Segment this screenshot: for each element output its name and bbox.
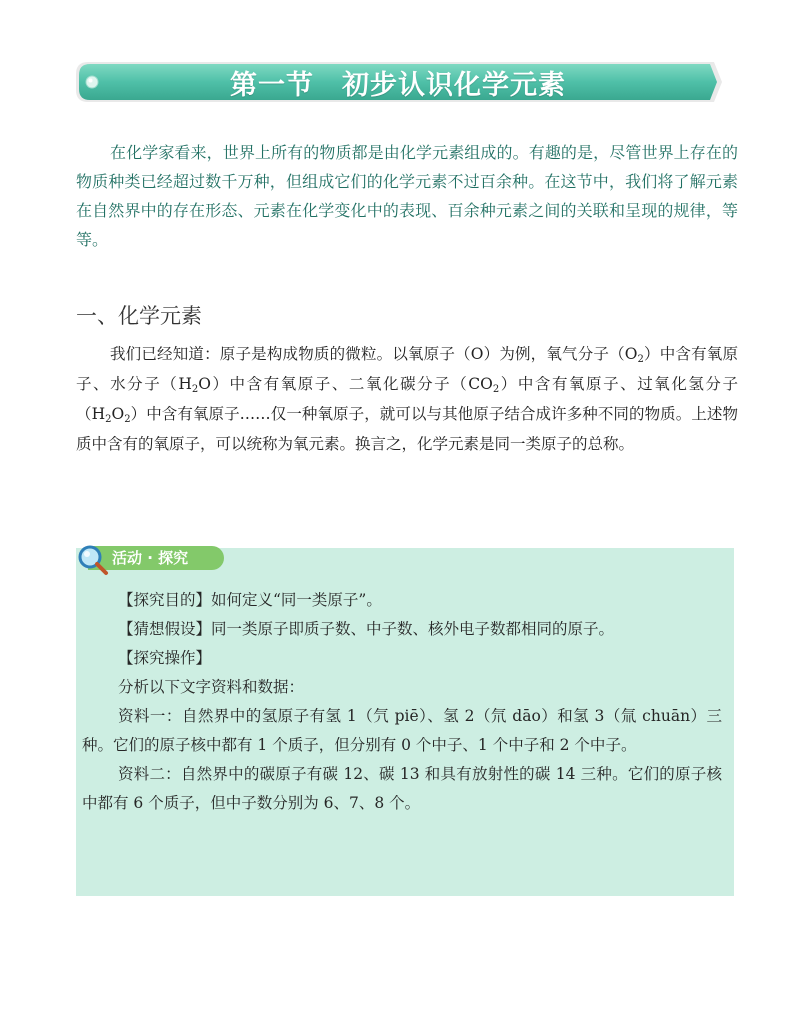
subscript: 2: [124, 414, 131, 425]
page-title: 第一节 初步认识化学元素: [230, 69, 566, 101]
magnifier-icon: [76, 543, 110, 577]
section-heading: 一、化学元素: [76, 304, 202, 328]
text-run: O: [111, 405, 125, 423]
text-run: 我们已经知道：原子是构成物质的微粒。以氧原子（O）为例，氧气分子（O: [110, 345, 638, 363]
intro-paragraph: 在化学家看来，世界上所有的物质都是由化学元素组成的。有趣的是，尽管世界上存在的物质种类已经超过数千万种，但组成它们的化学元素不过百余种。在这节中，我们将了解元素在自然界中的存在形态、元素在化学变化中的表现、百余种元素之间的关联和呈现的规律，等等。: [76, 143, 738, 249]
activity-tag-label: 活动 · 探究: [112, 549, 189, 567]
text-run: ）中含有氧原子……仅一种氧原子，就可以与其他原子结合成许多种不同的物质。上述物质中含有的氧原子，可以统称为氧元素。换言之，化学元素是同一类原子的总称。: [76, 405, 738, 453]
activity-line: 【探究目的】如何定义“同一类原子”。: [118, 591, 382, 609]
text-run: ）中含有氧原子、过氧化氢分子（H: [76, 375, 738, 423]
activity-content: [82, 586, 722, 818]
body-paragraph: [76, 339, 738, 459]
subscript: 2: [191, 384, 199, 395]
subscript: 2: [105, 414, 112, 425]
activity-line: 【猜想假设】同一类原子即质子数、中子数、核外电子数都相同的原子。: [118, 620, 615, 638]
activity-line: 资料二：自然界中的碳原子有碳 12、碳 13 和具有放射性的碳 14 三种。它们的原子核中都有 6 个质子，但中子数分别为 6、7、8 个。: [82, 765, 722, 812]
subscript: 2: [637, 354, 644, 365]
section-title-banner: [74, 60, 722, 104]
activity-line: 资料一：自然界中的氢原子有氢 1（氕 piē）、氢 2（氘 dāo）和氢 3（氚 chuān）三种。它们的原子核中都有 1 个质子，但分别有 0 个中子、1 个中子和 2 个中子。: [82, 707, 722, 754]
text-run: O）中含有氧原子、二氧化碳分子（CO: [198, 375, 493, 393]
subscript: 2: [492, 384, 500, 395]
activity-line: 【探究操作】: [118, 649, 212, 667]
activity-line: 分析以下文字资料和数据：: [118, 678, 305, 696]
activity-tag: [76, 543, 226, 573]
text-run: ）中含有氧原子、水分子（H: [76, 345, 738, 393]
